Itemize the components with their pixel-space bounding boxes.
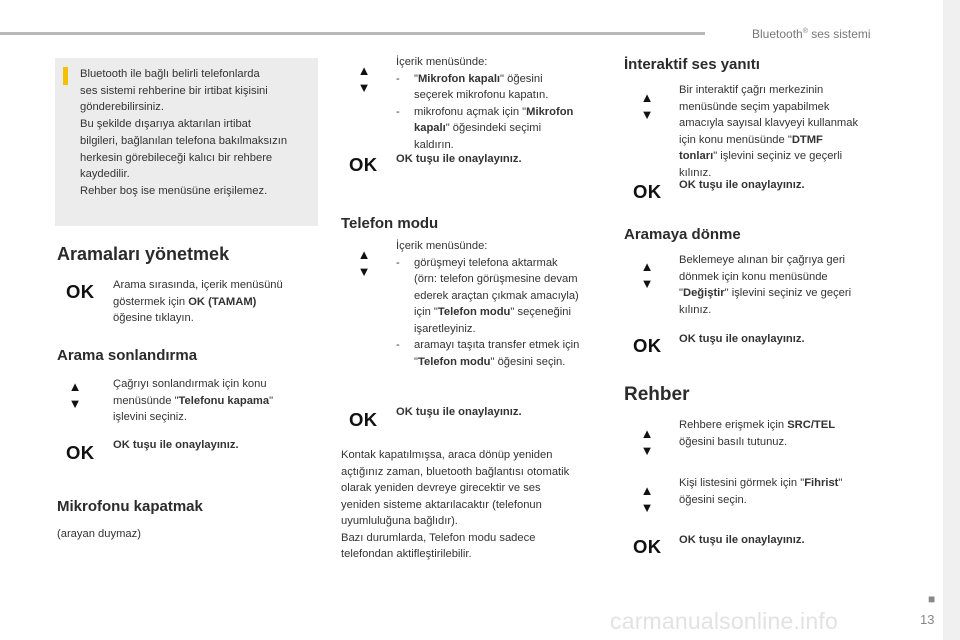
ok-confirm-text: OK tuşu ile onaylayınız.	[396, 406, 522, 418]
up-down-arrows-icon: ▲ ▼	[640, 259, 654, 291]
section-title-aramalar: Aramaları yönetmek	[57, 244, 230, 264]
ok-button-icon: OK	[633, 335, 662, 356]
up-down-arrows-icon: ▲ ▼	[640, 90, 654, 122]
running-header: Bluetooth® ses sistemi	[752, 27, 871, 41]
ok-button-icon: OK	[633, 181, 662, 202]
page-number: 13	[920, 612, 935, 627]
mikrofon-subtitle: (arayan duymaz)	[57, 528, 141, 540]
info-line: kaydedilir.	[80, 168, 130, 181]
up-down-arrows-icon: ▲ ▼	[357, 247, 371, 279]
section-title-telefon: Telefon modu	[341, 215, 439, 232]
ok-confirm-text: OK tuşu ile onaylayınız.	[396, 153, 522, 165]
ok-confirm-text: OK tuşu ile onaylayınız.	[113, 439, 239, 451]
up-down-arrows-icon: ▲ ▼	[357, 63, 371, 95]
telefon-menu-text: İçerik menüsünde: - görüşmeyi telefona aktarmak (örn: telefon görüşmesine devam ederek araçtan çıkmak amacıyla) için "Telefon modu" seçeneğini işaretleyiniz. - aramayı taşıta transfer etmek için "Telefon modu" öğesini seçin.	[396, 238, 611, 370]
info-line: herkesin görebileceği kalıcı bir rehbere	[80, 151, 273, 164]
ok-button-icon: OK	[633, 536, 662, 557]
rehber-text: Rehbere erişmek için SRC/TEL öğesini basılı tutunuz.	[679, 419, 836, 448]
section-title-mikrofon: Mikrofonu kapatmak	[57, 498, 203, 515]
bluetooth-note-paragraph: Kontak kapatılmışsa, araca dönüp yeniden açtığınız zaman, bluetooth bağlantısı otomatik olarak yeniden devreye girecektir ve ses yeniden sisteme aktarılacaktır (telefonun uyumluluğuna bağlıdır). Bazı durumlarda, Telefon modu sadece telefondan aktifleştirilebilir.	[341, 449, 570, 560]
info-line: bilgileri, bağlanılan telefona bakılmaksızın	[80, 134, 288, 147]
section-title-interaktif: İnteraktif ses yanıtı	[624, 56, 760, 73]
fihrist-text: Kişi listesini görmek için "Fihrist" öğesini seçin.	[679, 477, 843, 506]
mikrofon-menu-text: İçerik menüsünde: - "Mikrofon kapalı" öğesini seçerek mikrofonu kapatın. - mikrofonu açmak için "Mikrofon kapalı" öğesindeki seçimi kaldırın.	[396, 54, 606, 153]
info-box	[55, 58, 318, 226]
section-title-aramaya-donme: Aramaya dönme	[624, 226, 741, 243]
info-line: Rehber boş ise menüsüne erişilemez.	[80, 184, 268, 197]
up-down-arrows-icon: ▲ ▼	[68, 379, 82, 411]
info-line: ses sistemi rehberine bir irtibat kişisini	[80, 84, 268, 97]
info-line: gönderebilirsiniz.	[80, 101, 164, 114]
page-marker: ■	[928, 592, 936, 606]
ok-confirm-text: OK tuşu ile onaylayınız.	[679, 333, 805, 345]
ok-confirm-text: OK tuşu ile onaylayınız.	[679, 179, 805, 191]
ok-button-icon: OK	[349, 409, 378, 430]
info-icon	[63, 67, 68, 85]
page-edge-strip	[943, 0, 960, 640]
section-title-rehber: Rehber	[624, 384, 690, 405]
up-down-arrows-icon: ▲ ▼	[640, 426, 654, 458]
ok-button-icon: OK	[66, 281, 95, 302]
section-title-sonlandirma: Arama sonlandırma	[57, 347, 198, 364]
up-down-arrows-icon: ▲ ▼	[640, 483, 654, 515]
ok-confirm-text: OK tuşu ile onaylayınız.	[679, 534, 805, 546]
ok-button-icon: OK	[66, 442, 95, 463]
sonlandirma-text: Çağrıyı sonlandırmak için konu menüsünde "Telefonu kapama" işlevini seçiniz.	[113, 378, 274, 423]
header-rule	[0, 32, 705, 35]
interaktif-text: Bir interaktif çağrı merkezinin menüsünde seçim yapabilmek amacıyla sayısal klavyeyi kullanmak için konu menüsünde "DTMF tonları" işlevini seçiniz ve geçerli kılınız.	[679, 84, 859, 179]
aramalar-text: Arama sırasında, içerik menüsünü göstermek için OK (TAMAM) öğesine tıklayın.	[113, 279, 283, 324]
info-text	[80, 66, 312, 200]
aramaya-donme-text: Beklemeye alınan bir çağrıya geri dönmek için konu menüsünde "Değiştir" işlevini seçiniz ve geçeri kılınız.	[679, 254, 852, 316]
info-line: Bluetooth ile bağlı belirli telefonlarda	[80, 68, 260, 80]
watermark: carmanualsonline.info	[610, 608, 838, 634]
info-line: Bu şekilde dışarıya aktarılan irtibat	[80, 118, 252, 131]
ok-button-icon: OK	[349, 154, 378, 175]
